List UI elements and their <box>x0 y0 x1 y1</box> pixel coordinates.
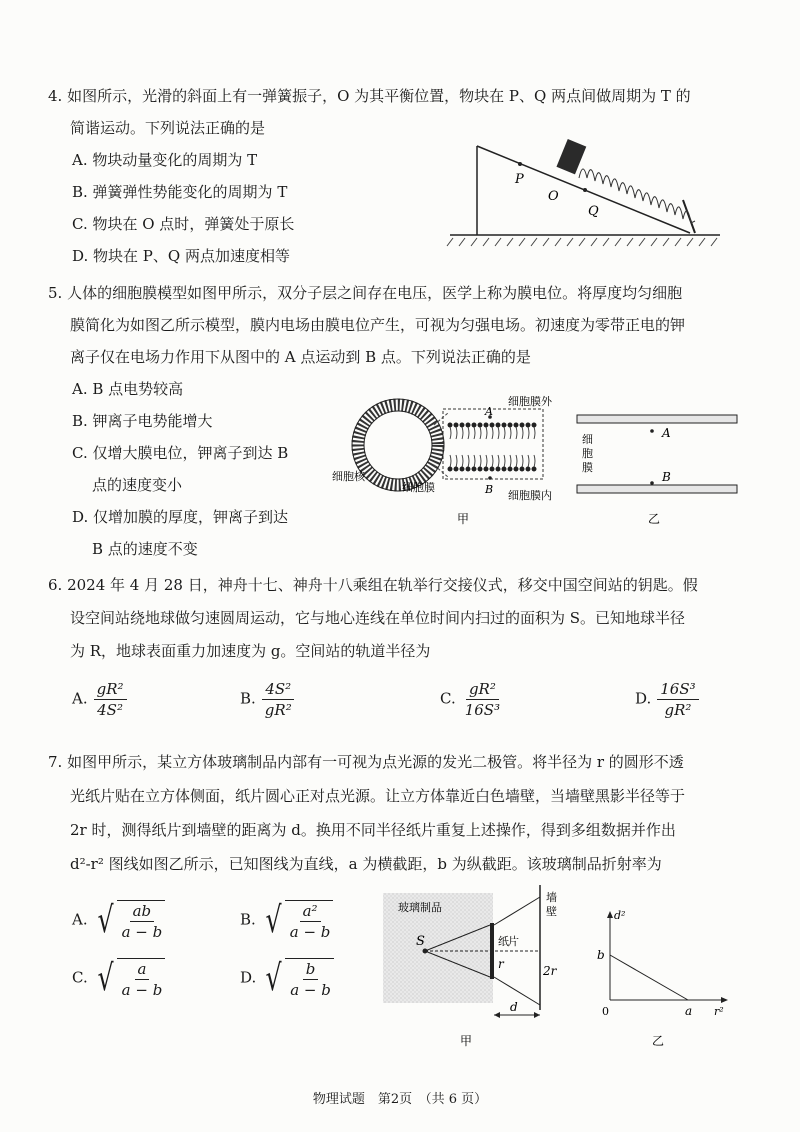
label-d2: d² <box>614 909 626 922</box>
q4-option-b: B. 弹簧弹性势能变化的周期为 T <box>72 183 288 201</box>
label-r2: r² <box>714 1005 724 1018</box>
q5-stem-line3: 离子仅在电场力作用下从图中的 A 点运动到 B 点。下列说法正确的是 <box>70 348 531 366</box>
label-r: r <box>498 957 504 971</box>
q5-option-d-cont: B 点的速度不变 <box>92 540 198 558</box>
q5-membrane-figure <box>330 385 770 535</box>
label-membrane: 细胞膜 <box>402 481 435 494</box>
label-glass: 玻璃制品 <box>398 901 442 914</box>
label-inside: 细胞膜内 <box>508 489 552 502</box>
q6-stem-line3: 为 R，地球表面重力加速度为 g。空间站的轨道半径为 <box>70 642 431 660</box>
q5-stem-line2: 膜简化为如图乙所示模型，膜内电场由膜电位产生，可视为匀强电场。初速度为零带正电的钾 <box>70 316 686 334</box>
caption-yi-q7: 乙 <box>652 1034 665 1048</box>
label-b-model: B <box>662 470 671 484</box>
label-outside: 细胞膜外 <box>508 395 552 408</box>
label-2r: 2r <box>543 964 557 978</box>
label-d: d <box>510 1000 518 1014</box>
point-p <box>518 162 522 166</box>
caption-jia-q7: 甲 <box>460 1034 473 1048</box>
label-b: b <box>597 948 605 962</box>
label-side3: 膜 <box>582 461 593 474</box>
label-wall1: 墙 <box>546 891 557 904</box>
label-p: P <box>515 172 524 187</box>
label-a: a <box>685 1004 693 1018</box>
label-paper2: 片 <box>508 935 519 948</box>
label-wall2: 壁 <box>546 905 557 918</box>
q7-option-a: A. √ $\frac{ab}{a - b}$ <box>72 900 165 941</box>
page-footer: 物理试题 第2页 （共 6 页） <box>312 1092 488 1107</box>
label-o: O <box>548 189 559 204</box>
q6-option-b: B. $\frac{\text{4S²}}{\text{gR²}}$ <box>240 680 295 719</box>
q4-stem-line2: 简谐运动。下列说法正确的是 <box>70 119 266 137</box>
graph-line <box>610 955 688 1000</box>
q7-stem-line1: 7. 如图甲所示，某立方体玻璃制品内部有一可视为点光源的发光二极管。将半径为 r 的圆形不透 <box>48 753 684 771</box>
q5-option-d: D. 仅增加膜的厚度，钾离子到达 <box>72 508 289 526</box>
q7-stem-line4: d²-r² 图线如图乙所示，已知图线为直线，a 为横截距，b 为纵截距。该玻璃制品折射率为 <box>70 855 662 873</box>
caption-yi: 乙 <box>648 512 661 526</box>
q7-glass-figure <box>380 885 557 1050</box>
point-q <box>583 188 587 192</box>
q6-stem-line1: 6. 2024 年 4 月 28 日，神舟十七、神舟十八乘组在轨举行交接仪式，移交中国空间站的钥匙。假 <box>48 576 698 594</box>
block <box>556 139 586 174</box>
caption-jia: 甲 <box>457 512 470 526</box>
q4-option-c: C. 物块在 O 点时，弹簧处于原长 <box>72 215 295 233</box>
label-a-model: A <box>662 426 671 440</box>
q4-stem-line1: 4. 如图所示，光滑的斜面上有一弹簧振子，O 为其平衡位置，物块在 P、Q 两点间做周期为 T 的 <box>48 87 691 105</box>
point-source-s <box>423 949 428 954</box>
label-a-zoom: A <box>485 405 493 418</box>
label-paper1: 纸 <box>498 935 509 948</box>
label-side1: 细 <box>582 433 593 446</box>
q6-option-d: D. $\frac{\text{16S³}}{\text{gR²}}$ <box>635 680 699 719</box>
q5-option-b: B. 钾离子电势能增大 <box>72 412 213 430</box>
q5-stem-line1: 5. 人体的细胞膜模型如图甲所示，双分子层之间存在电压，医学上称为膜电位。将厚度均匀细胞 <box>48 284 683 302</box>
q5-option-a: A. B 点电势较高 <box>72 380 184 398</box>
label-q: Q <box>588 204 599 219</box>
label-s: S <box>416 934 425 949</box>
q5-option-c: C. 仅增大膜电位，钾离子到达 B <box>72 444 289 462</box>
q6-option-a: A. $\frac{\text{gR²}}{\text{4S²}}$ <box>72 680 127 719</box>
q6-option-c: C. $\frac{\text{gR²}}{\text{16S³}}$ <box>440 680 501 719</box>
q7-option-d: D. √ $\frac{b}{a - b}$ <box>240 958 334 999</box>
q7-option-c: C. √ $\frac{a}{a - b}$ <box>72 958 165 999</box>
label-zero: 0 <box>602 1005 609 1018</box>
label-b-zoom: B <box>485 483 494 496</box>
q7-stem-line2: 光纸片贴在立方体侧面，纸片圆心正对点光源。让立方体靠近白色墙壁，当墙壁黑影半径等于 <box>70 787 686 805</box>
q4-option-d: D. 物块在 P、Q 两点加速度相等 <box>72 247 290 265</box>
q7-stem-line3: 2r 时，测得纸片到墙壁的距离为 d。换用不同半径纸片重复上述操作，得到多组数据并作出 <box>70 821 676 839</box>
label-nucleus: 细胞核 <box>332 470 365 483</box>
q7-graph-figure <box>590 905 740 1050</box>
q6-stem-line2: 设空间站绕地球做匀速圆周运动，它与地心连线在单位时间内扫过的面积为 S。已知地球半径 <box>70 609 686 627</box>
label-side2: 胞 <box>582 447 593 460</box>
q7-option-b: B. √ $\frac{\text{a²}}{a - b}$ <box>240 900 333 941</box>
q5-option-c-cont: 点的速度变小 <box>92 476 183 494</box>
q4-incline-figure <box>445 138 725 253</box>
q4-option-a: A. 物块动量变化的周期为 T <box>72 151 258 169</box>
